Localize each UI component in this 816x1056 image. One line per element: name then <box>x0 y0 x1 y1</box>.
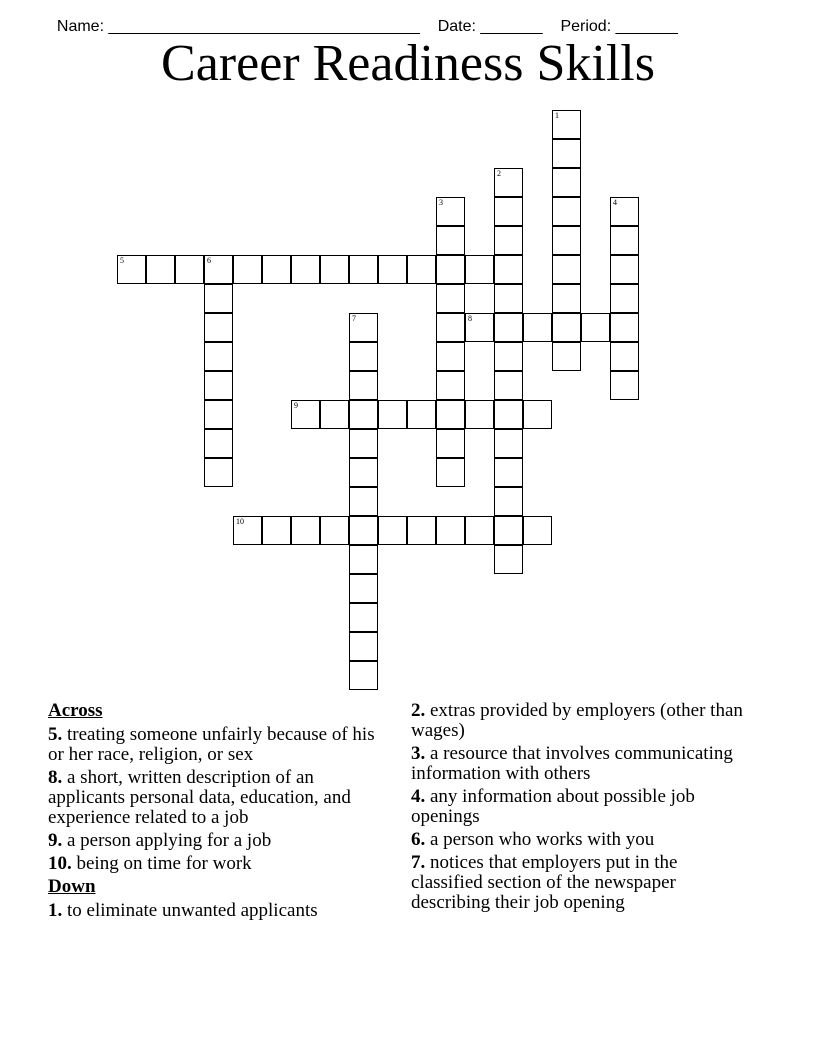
crossword-cell[interactable] <box>552 255 581 284</box>
across-heading: Across <box>48 700 103 721</box>
crossword-cell[interactable] <box>494 516 523 545</box>
cell-number: 9 <box>294 401 298 410</box>
crossword-cell[interactable] <box>233 255 262 284</box>
crossword-cell[interactable] <box>349 458 378 487</box>
cell-number: 1 <box>555 111 559 120</box>
clue-across-5 <box>48 725 388 765</box>
crossword-cell[interactable] <box>262 255 291 284</box>
crossword-cell[interactable] <box>552 110 581 139</box>
crossword-cell[interactable] <box>494 255 523 284</box>
crossword-cell[interactable] <box>378 255 407 284</box>
crossword-cell[interactable] <box>436 400 465 429</box>
crossword-cell[interactable] <box>436 226 465 255</box>
clues-column-left <box>48 701 388 924</box>
clue-text: to eliminate unwanted applicants <box>67 900 318 921</box>
crossword-cell[interactable] <box>494 226 523 255</box>
crossword-cell[interactable] <box>204 342 233 371</box>
crossword-cell[interactable] <box>610 226 639 255</box>
crossword-cell[interactable] <box>349 487 378 516</box>
crossword-cell[interactable] <box>291 255 320 284</box>
clue-text: treating someone unfairly because of his or her race, religion, or sex <box>48 724 375 765</box>
cell-number: 2 <box>497 169 501 178</box>
crossword-cell[interactable] <box>436 313 465 342</box>
crossword-cell[interactable] <box>610 371 639 400</box>
clue-text: extras provided by employers (other than wages) <box>411 700 743 741</box>
clue-text: notices that employers put in the classified section of the newspaper describing their job opening <box>411 852 678 913</box>
crossword-cell[interactable] <box>204 255 233 284</box>
crossword-cell[interactable] <box>610 255 639 284</box>
clue-number: 3. <box>411 743 426 764</box>
clue-text: a person who works with you <box>430 829 655 850</box>
crossword-cell[interactable] <box>349 661 378 690</box>
clue-down-6 <box>411 830 751 850</box>
cell-number: 8 <box>468 314 472 323</box>
crossword-cell[interactable] <box>494 342 523 371</box>
clue-number: 6. <box>411 829 426 850</box>
clue-number: 9. <box>48 830 63 851</box>
clue-text: a short, written description of an applicants personal data, education, and experience related to a job <box>48 767 351 828</box>
crossword-cell[interactable] <box>494 458 523 487</box>
crossword-cell[interactable] <box>349 255 378 284</box>
crossword-cell[interactable] <box>523 400 552 429</box>
student-info-header <box>48 0 678 36</box>
clue-number: 2. <box>411 700 426 721</box>
crossword-cell[interactable] <box>204 313 233 342</box>
cell-number: 5 <box>120 256 124 265</box>
crossword-cell[interactable] <box>494 284 523 313</box>
crossword-cell[interactable] <box>204 458 233 487</box>
crossword-cell[interactable] <box>204 400 233 429</box>
crossword-cell[interactable] <box>465 255 494 284</box>
crossword-cell[interactable] <box>262 516 291 545</box>
crossword-cell[interactable] <box>581 313 610 342</box>
crossword-cell[interactable] <box>349 603 378 632</box>
crossword-cell[interactable] <box>552 139 581 168</box>
crossword-cell[interactable] <box>349 429 378 458</box>
clues-column-right <box>411 701 751 916</box>
crossword-cell[interactable] <box>436 458 465 487</box>
crossword-cell[interactable] <box>552 313 581 342</box>
crossword-cell[interactable] <box>349 632 378 661</box>
crossword-cell[interactable] <box>146 255 175 284</box>
crossword-cell[interactable] <box>494 168 523 197</box>
cell-number: 7 <box>352 314 356 323</box>
clue-down-3 <box>411 744 751 784</box>
crossword-cell[interactable] <box>320 255 349 284</box>
cell-number: 4 <box>613 198 617 207</box>
clue-text: a resource that involves communicating information with others <box>411 743 733 784</box>
crossword-cell[interactable] <box>494 429 523 458</box>
crossword-cell[interactable] <box>320 400 349 429</box>
crossword-cell[interactable] <box>494 313 523 342</box>
crossword-cell[interactable] <box>465 400 494 429</box>
crossword-cell[interactable] <box>523 516 552 545</box>
clue-across-10 <box>48 854 388 874</box>
crossword-cell[interactable] <box>407 255 436 284</box>
crossword-cell[interactable] <box>610 313 639 342</box>
crossword-cell[interactable] <box>552 168 581 197</box>
crossword-cell[interactable] <box>610 284 639 313</box>
clue-down-4 <box>411 787 751 827</box>
crossword-cell[interactable] <box>494 197 523 226</box>
clue-down-7 <box>411 853 751 913</box>
cell-number: 10 <box>236 517 244 526</box>
crossword-cell[interactable] <box>320 516 349 545</box>
crossword-cell[interactable] <box>204 429 233 458</box>
crossword-cell[interactable] <box>610 342 639 371</box>
crossword-cell[interactable] <box>436 255 465 284</box>
clue-number: 7. <box>411 852 426 873</box>
crossword-cell[interactable] <box>494 545 523 574</box>
crossword-cell[interactable] <box>552 197 581 226</box>
clue-down-2 <box>411 701 751 741</box>
crossword-cell[interactable] <box>494 371 523 400</box>
crossword-cell[interactable] <box>523 313 552 342</box>
crossword-cell[interactable] <box>494 487 523 516</box>
crossword-cell[interactable] <box>349 400 378 429</box>
crossword-cell[interactable] <box>407 400 436 429</box>
clue-number: 5. <box>48 724 63 745</box>
crossword-cell[interactable] <box>291 516 320 545</box>
crossword-cell[interactable] <box>204 371 233 400</box>
crossword-cell[interactable] <box>436 342 465 371</box>
crossword-cell[interactable] <box>610 197 639 226</box>
crossword-cell[interactable] <box>349 342 378 371</box>
crossword-cell[interactable] <box>436 516 465 545</box>
crossword-cell[interactable] <box>465 516 494 545</box>
crossword-cell[interactable] <box>465 313 494 342</box>
crossword-cell[interactable] <box>378 516 407 545</box>
clue-down-1 <box>48 901 388 921</box>
clue-text: being on time for work <box>76 853 252 874</box>
crossword-cell[interactable] <box>436 429 465 458</box>
crossword-cell[interactable] <box>552 342 581 371</box>
clue-across-9 <box>48 831 388 851</box>
cell-number: 3 <box>439 198 443 207</box>
date-field[interactable]: Date: _______ <box>437 18 543 35</box>
clue-text: any information about possible job openings <box>411 786 695 827</box>
cell-number: 6 <box>207 256 211 265</box>
crossword-cell[interactable] <box>349 545 378 574</box>
crossword-cell[interactable] <box>407 516 436 545</box>
crossword-cell[interactable] <box>349 313 378 342</box>
clue-text: a person applying for a job <box>67 830 272 851</box>
crossword-cell[interactable] <box>349 516 378 545</box>
clue-number: 1. <box>48 900 63 921</box>
crossword-cell[interactable] <box>436 284 465 313</box>
crossword-cell[interactable] <box>204 284 233 313</box>
crossword-cell[interactable] <box>291 400 320 429</box>
page-title: Career Readiness Skills <box>161 35 655 92</box>
period-field[interactable]: Period: _______ <box>560 18 678 35</box>
crossword-cell[interactable] <box>349 574 378 603</box>
clue-across-8 <box>48 768 388 828</box>
clue-number: 10. <box>48 853 72 874</box>
crossword-cell[interactable] <box>117 255 146 284</box>
crossword-cell[interactable] <box>233 516 262 545</box>
clue-number: 8. <box>48 767 63 788</box>
crossword-cell[interactable] <box>436 197 465 226</box>
name-field[interactable]: Name: ___________________________________ <box>56 18 420 35</box>
crossword-cell[interactable] <box>494 400 523 429</box>
crossword-cell[interactable] <box>552 226 581 255</box>
crossword-cell[interactable] <box>436 371 465 400</box>
crossword-cell[interactable] <box>175 255 204 284</box>
crossword-cell[interactable] <box>552 284 581 313</box>
crossword-cell[interactable] <box>378 400 407 429</box>
crossword-cell[interactable] <box>349 371 378 400</box>
down-heading: Down <box>48 876 96 897</box>
clue-number: 4. <box>411 786 426 807</box>
